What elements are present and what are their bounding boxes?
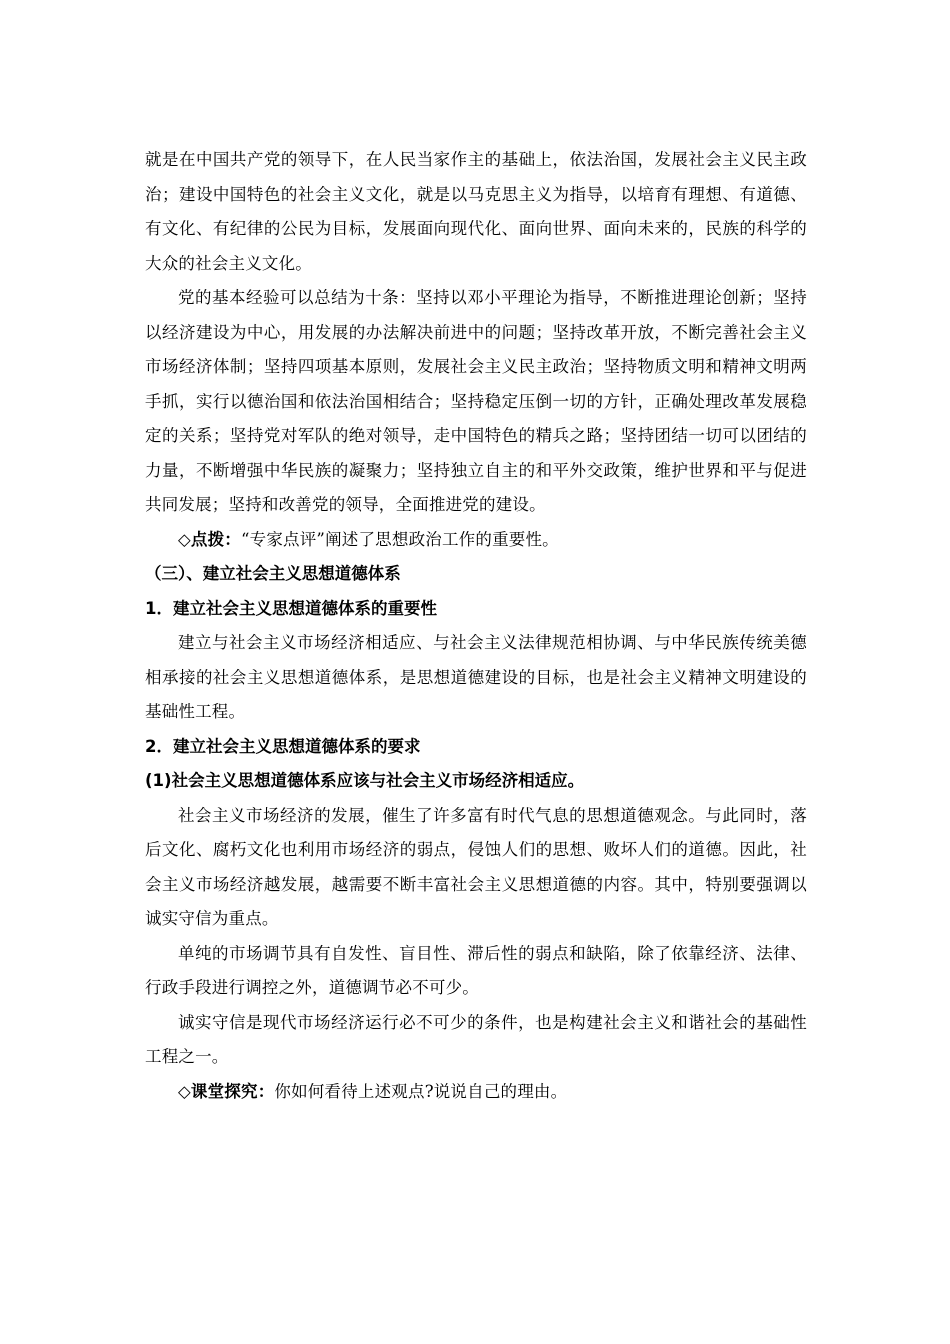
subheading-requirements: 2．建立社会主义思想道德体系的要求 — [145, 736, 421, 756]
subheading-importance: 1．建立社会主义思想道德体系的重要性 — [145, 598, 437, 618]
paragraph-continuation: 就是在中国共产党的领导下，在人民当家作主的基础上，依法治国，发展社会主义民主政治；建设中国特色的社会主义文化，就是以马克思主义为指导，以培育有理想、有道德、有文化、有纪律的公民为目标，发展面向现代化、面向世界、面向未来的，民族的科学的大众的社会主义文化。 — [145, 150, 807, 273]
note-dianbo-label: ◇点拨： — [178, 529, 241, 549]
note-dianbo — [145, 523, 807, 558]
section-heading-3: （三）、建立社会主义思想道德体系 — [145, 564, 401, 583]
subheading-requirement-1: (1)社会主义思想道德体系应该与社会主义市场经济相适应。 — [145, 771, 585, 790]
paragraph-honesty: 诚实守信是现代市场经济运行必不可少的条件，也是构建社会主义和谐社会的基础性工程之一。 — [145, 1012, 807, 1066]
paragraph-market-economy: 社会主义市场经济的发展，催生了许多富有时代气息的思想道德观念。与此同时，落后文化、腐朽文化也利用市场经济的弱点，侵蚀人们的思想、败坏人们的道德。因此，社会主义市场经济越发展，越需要不断丰富社会主义思想道德的内容。其中，特别要强调以诚实守信为重点。 — [145, 805, 807, 928]
paragraph-market-regulation: 单纯的市场调节具有自发性、盲目性、滞后性的弱点和缺陷，除了依靠经济、法律、行政手段进行调控之外，道德调节必不可少。 — [145, 943, 807, 997]
paragraph-importance: 建立与社会主义市场经济相适应、与社会主义法律规范相协调、与中华民族传统美德相承接的社会主义思想道德体系，是思想道德建设的目标，也是社会主义精神文明建设的基础性工程。 — [145, 633, 807, 721]
note-dianbo-text: “专家点评”阐述了思想政治工作的重要性。 — [241, 529, 559, 549]
paragraph-party-experience: 党的基本经验可以总结为十条：坚持以邓小平理论为指导，不断推进理论创新；坚持以经济建设为中心，用发展的办法解决前进中的问题；坚持改革开放，不断完善社会主义市场经济体制；坚持四项基本原则，发展社会主义民主政治；坚持物质文明和精神文明两手抓，实行以德治国和依法治国相结合；坚持稳定压倒一切的方针，正确处理改革发展稳定的关系；坚持党对军队的绝对领导，走中国特色的精兵之路；坚持团结一切可以团结的力量，不断增强中华民族的凝聚力；坚持独立自主的和平外交政策，维护世界和平与促进共同发展；坚持和改善党的领导，全面推进党的建设。 — [145, 288, 807, 514]
document-body — [145, 143, 807, 1109]
note-classroom-inquiry — [145, 1075, 807, 1110]
note-inquiry-label: ◇课堂探究： — [178, 1081, 275, 1101]
note-inquiry-text: 你如何看待上述观点?说说自己的理由。 — [274, 1081, 568, 1101]
